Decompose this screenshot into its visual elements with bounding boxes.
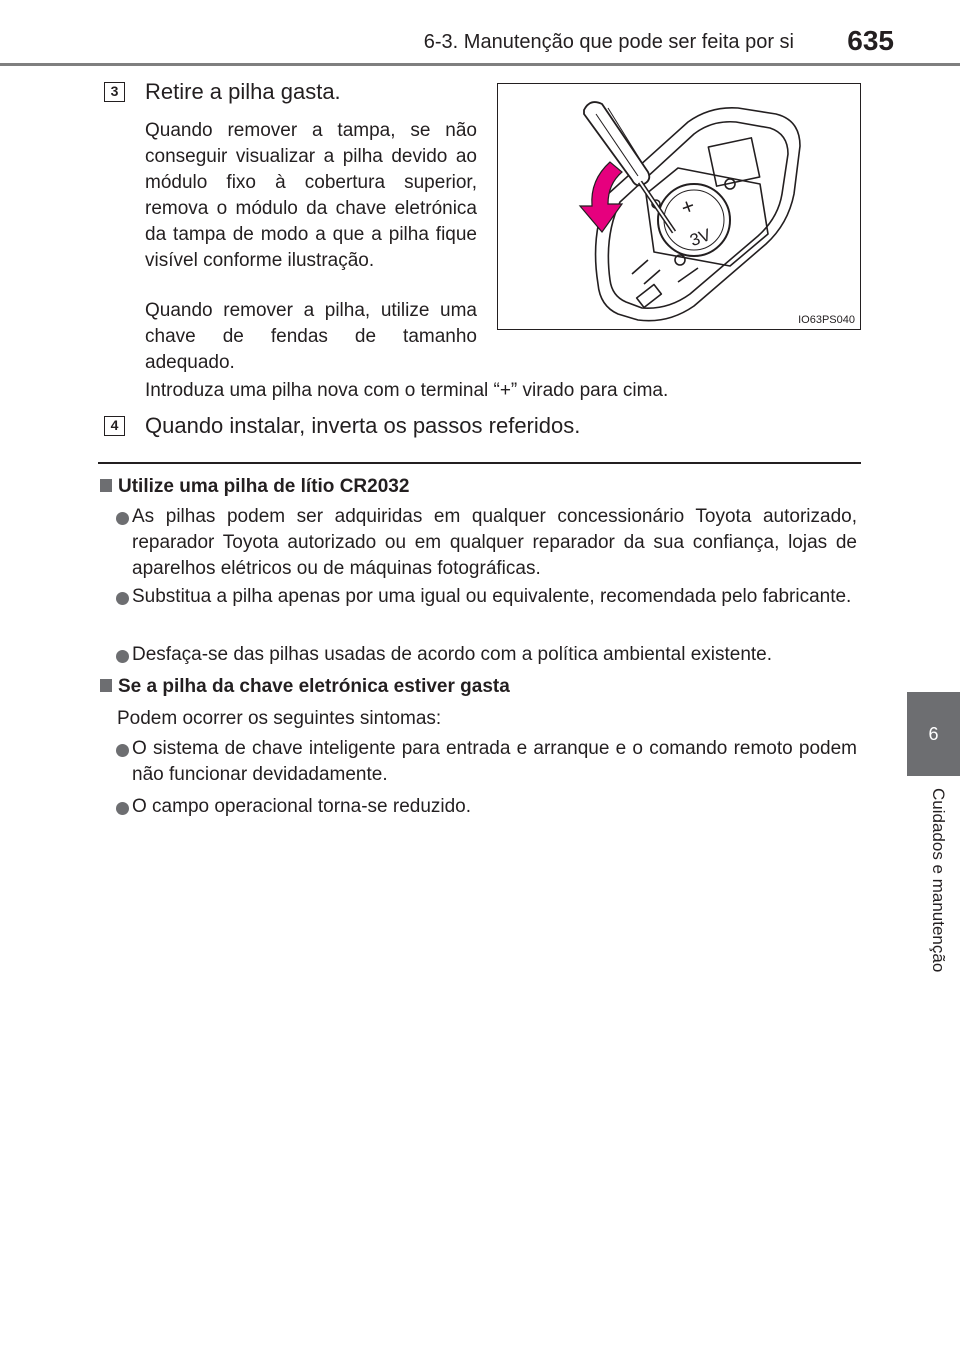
note-heading-2 <box>100 674 510 700</box>
chapter-title-text: Cuidados e manutenção <box>929 788 948 973</box>
bullet-dot-icon <box>116 744 129 757</box>
note-heading-1-text: Utilize uma pilha de lítio CR2032 <box>118 476 410 497</box>
bullet-dot-icon <box>116 512 129 525</box>
note-1-bullet-1: As pilhas podem ser adquiridas em qualquer concessionário Toyota autorizado, reparador Toyota autorizado ou em qualquer reparador da sua confiança, lojas de aparelhos elétricos ou de máquinas fotográficas. <box>132 506 857 579</box>
step-3-badge: 3 <box>104 82 125 102</box>
battery-plus-label: + <box>677 192 699 221</box>
square-bullet-icon <box>100 479 112 492</box>
note-heading-2-text: Se a pilha da chave eletrónica estiver gasta <box>118 676 510 697</box>
step-3-paragraph-2: Quando remover a pilha, utilize uma chave de fendas de tamanho adequado. <box>145 300 477 373</box>
header-rule <box>0 63 960 66</box>
page-number: 635 <box>847 25 894 56</box>
bullet-dot-icon <box>116 592 129 605</box>
section-divider <box>98 462 861 464</box>
bullet-dot-icon <box>116 650 129 663</box>
step-3-paragraph-1: Quando remover a tampa, se não conseguir visualizar a pilha devido ao módulo fixo à cobertura superior, remova o módulo da chave eletrónica da tampa de modo a que a pilha fique visível conforme ilustração. <box>145 120 477 271</box>
note-heading-1 <box>100 474 409 500</box>
bullet-dot-icon <box>116 802 129 815</box>
step-4-badge: 4 <box>104 416 125 436</box>
step-4-title: Quando instalar, inverta os passos referidos. <box>145 413 581 438</box>
note-1-bullet-2: Substitua a pilha apenas por uma igual ou equivalente, recomendada pelo fabricante. <box>132 586 852 607</box>
battery-voltage-label: 3V <box>687 225 714 251</box>
note-2-bullet-1: O sistema de chave inteligente para entrada e arranque e o comando remoto podem não funcionar devidadamente. <box>132 738 857 785</box>
chapter-title <box>910 788 960 1018</box>
chapter-tab <box>907 692 960 776</box>
key-battery-illustration <box>497 83 861 330</box>
section-title: 6-3. Manutenção que pode ser feita por si <box>423 31 794 53</box>
figure-code: IO63PS040 <box>798 314 855 326</box>
step-3-paragraph-3: Introduza uma pilha nova com o terminal “+” virado para cima. <box>145 380 669 401</box>
rotation-arrow-icon <box>580 162 622 232</box>
square-bullet-icon <box>100 679 112 692</box>
chapter-number: 6 <box>928 724 939 744</box>
note-1-bullet-3: Desfaça-se das pilhas usadas de acordo com a política ambiental existente. <box>132 644 773 665</box>
key-battery-drawing <box>498 84 860 329</box>
step-3-title: Retire a pilha gasta. <box>145 79 341 104</box>
note-2-intro: Podem ocorrer os seguintes sintomas: <box>117 708 442 729</box>
note-2-bullet-2: O campo operacional torna-se reduzido. <box>132 796 472 817</box>
